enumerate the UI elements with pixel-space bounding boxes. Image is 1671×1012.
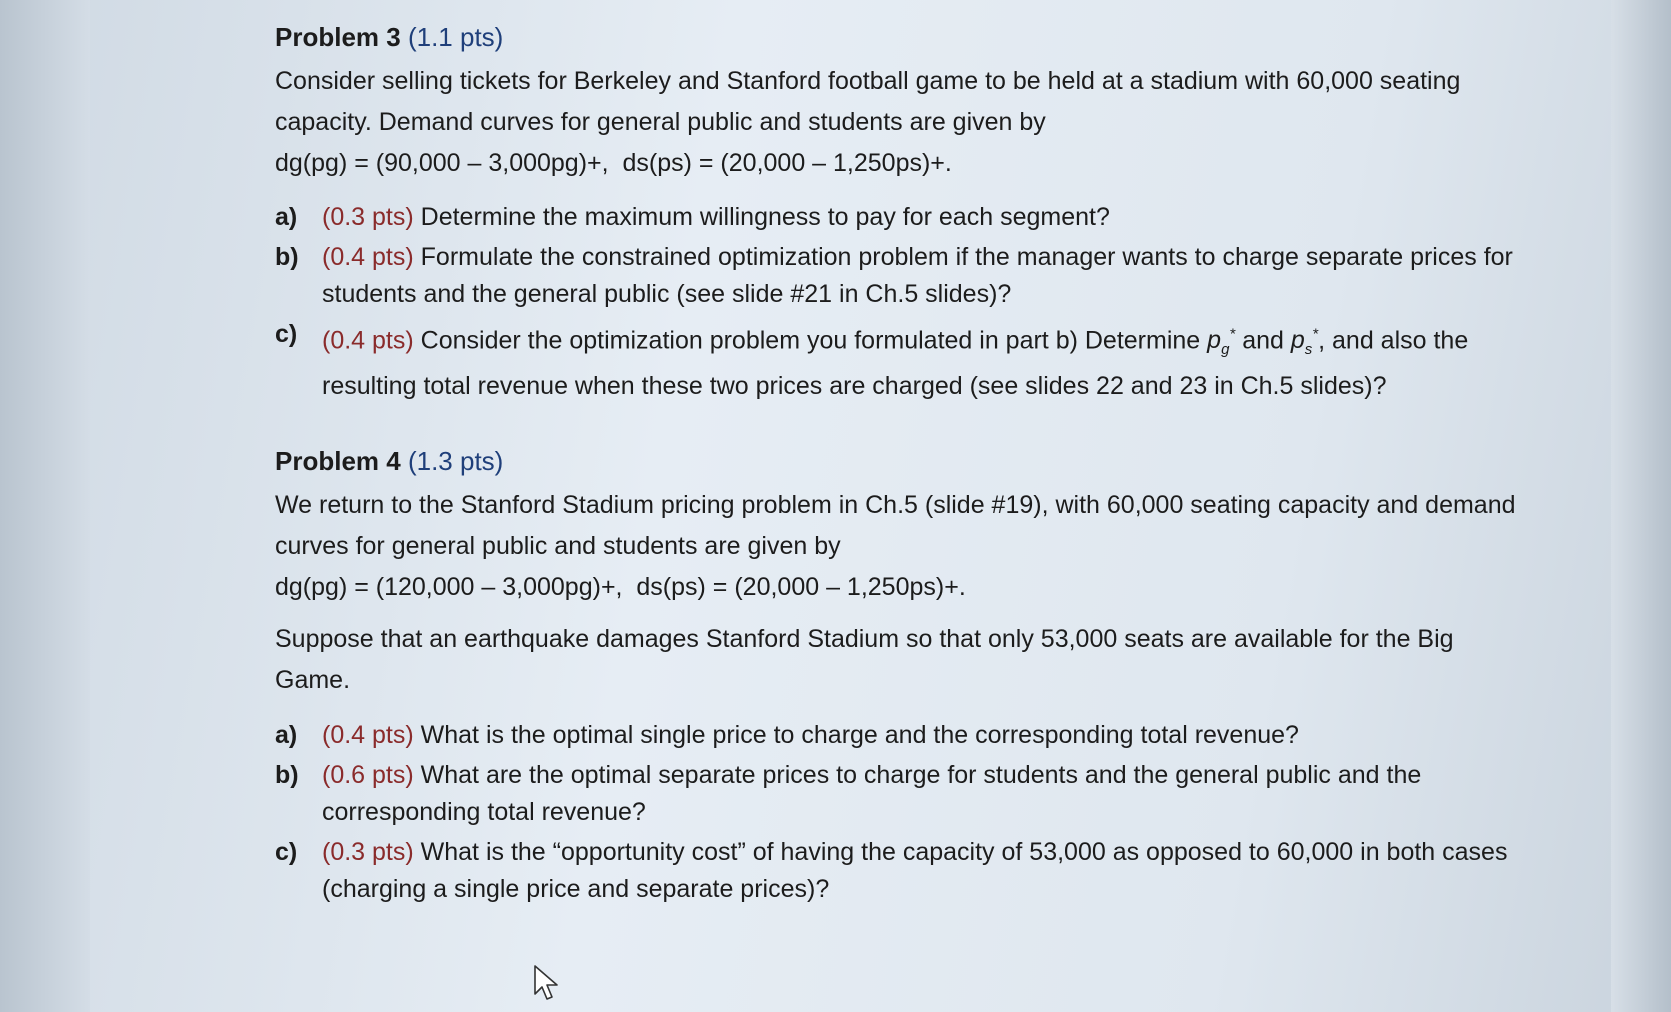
question-text: What is the optimal single price to charge and the corresponding total revenue? bbox=[420, 721, 1299, 750]
document-page bbox=[275, 22, 1525, 911]
problem4-equations: dg(pg) = (120,000 – 3,000pg)+, ds(ps) = (20,000 – 1,250ps)+. bbox=[275, 573, 966, 602]
problem4-intro: We return to the Stanford Stadium pricing problem in Ch.5 (slide #19), with 60,000 seating capacity and demand curves for general public and students are given by bbox=[275, 491, 1516, 561]
problem3-title: Problem 3 bbox=[275, 22, 401, 52]
problem3-eq-general: dg(pg) = (90,000 – 3,000pg)+ bbox=[275, 149, 602, 177]
question-points: (0.3 pts) bbox=[322, 838, 414, 867]
problem3-eq-students: ds(ps) = (20,000 – 1,250ps)+ bbox=[622, 149, 945, 177]
problem4-eq-students: ds(ps) = (20,000 – 1,250ps)+ bbox=[636, 573, 959, 602]
problem3-intro: Consider selling tickets for Berkeley and Stanford football game to be held at a stadium with 60,000 seating capacity. Demand curves for general public and students are given by bbox=[275, 67, 1461, 136]
question-text: What is the “opportunity cost” of having the capacity of 53,000 as opposed to 60,000 in both cases (charging a single price and separate prices)? bbox=[322, 838, 1508, 904]
question-text-after: , and also the resulting total revenue when these two prices are charged (see slides 22 and 23 in Ch.5 slides)? bbox=[322, 326, 1469, 401]
problem3-question-c bbox=[275, 316, 1525, 405]
question-label: c) bbox=[275, 838, 298, 867]
mouse-pointer-icon bbox=[533, 964, 561, 1002]
problem4-question-b bbox=[275, 757, 1525, 831]
problem4-question-c bbox=[275, 834, 1525, 908]
problem3-question-a bbox=[275, 199, 1525, 236]
question-text: What are the optimal separate prices to charge for students and the general public and the corresponding total revenue? bbox=[322, 761, 1422, 827]
screen-bezel-left bbox=[0, 0, 90, 1012]
question-text-mid: and bbox=[1242, 326, 1284, 355]
question-points: (0.6 pts) bbox=[322, 761, 414, 790]
problem3-equations: dg(pg) = (90,000 – 3,000pg)+, ds(ps) = (20,000 – 1,250ps)+. bbox=[275, 149, 952, 177]
problem3-questions bbox=[275, 199, 1525, 405]
problem4-question-a bbox=[275, 717, 1525, 754]
question-label: b) bbox=[275, 243, 299, 271]
problem3-heading bbox=[275, 22, 1525, 53]
question-label: c) bbox=[275, 320, 298, 348]
problem4-title: Problem 4 bbox=[275, 446, 401, 477]
question-text-before: Consider the optimization problem you formulated in part b) Determine bbox=[420, 326, 1201, 355]
question-points: (0.3 pts) bbox=[322, 203, 414, 231]
question-label: b) bbox=[275, 761, 299, 790]
ps-star-symbol: $p_s^*$ bbox=[1290, 326, 1319, 359]
problem3-question-b bbox=[275, 239, 1525, 313]
question-text: Formulate the constrained optimization problem if the manager wants to charge separate prices for students and the general public (see slide #21 in Ch.5 slides)? bbox=[322, 243, 1513, 308]
problem3-points: (1.1 pts) bbox=[407, 22, 504, 52]
problem4-heading bbox=[275, 446, 1525, 477]
problem4-points: (1.3 pts) bbox=[407, 446, 504, 477]
question-points: (0.4 pts) bbox=[322, 326, 414, 355]
problem4-scenario: Suppose that an earthquake damages Stanford Stadium so that only 53,000 seats are available for the Big Game. bbox=[275, 625, 1454, 695]
question-points: (0.4 pts) bbox=[322, 721, 414, 750]
screen-bezel-right bbox=[1611, 0, 1671, 1012]
problem4-eq-general: dg(pg) = (120,000 – 3,000pg)+ bbox=[275, 573, 616, 602]
problem4-questions bbox=[275, 717, 1525, 908]
question-label: a) bbox=[275, 203, 298, 231]
question-label: a) bbox=[275, 721, 298, 750]
pg-star-symbol: $p_g^*$ bbox=[1207, 326, 1236, 359]
question-points: (0.4 pts) bbox=[322, 243, 414, 271]
question-text: Determine the maximum willingness to pay for each segment? bbox=[420, 203, 1110, 231]
